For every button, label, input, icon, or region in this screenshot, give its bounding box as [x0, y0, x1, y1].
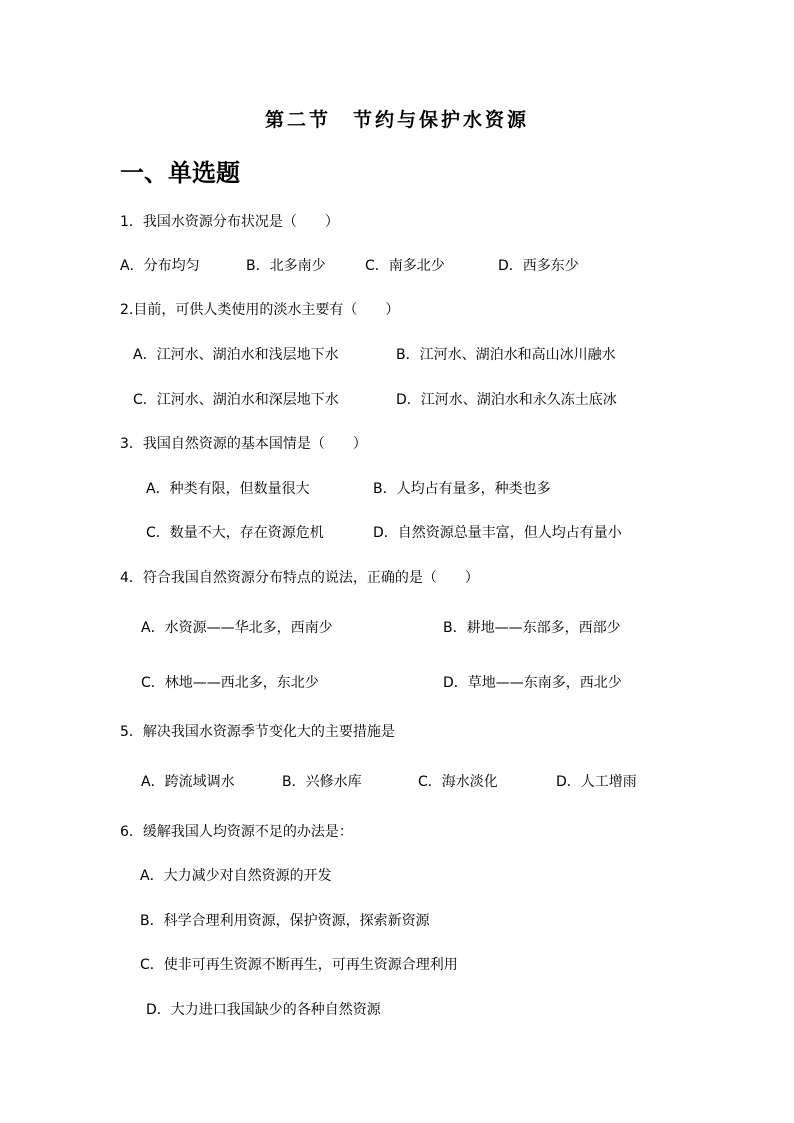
question-2-stem: 2.目前，可供人类使用的淡水主要有（ ）	[120, 302, 400, 318]
question-2-option-a: A．江河水、湖泊水和浅层地下水	[133, 347, 339, 363]
question-6-option-c: C．使非可再生资源不断再生，可再生资源合理利用	[140, 957, 458, 973]
question-6-option-b: B．科学合理利用资源，保护资源，探索新资源	[140, 913, 430, 929]
question-3-option-d: D．自然资源总量丰富，但人均占有量小	[373, 525, 622, 541]
question-5-option-d: D．人工增雨	[556, 774, 637, 790]
question-2-option-c: C．江河水、湖泊水和深层地下水	[133, 392, 339, 408]
question-4-stem: 4．符合我国自然资源分布特点的说法，正确的是（ ）	[120, 570, 479, 586]
question-4-option-d: D．草地——东南多，西北少	[443, 675, 622, 691]
question-1-option-b: B．北多南少	[246, 258, 326, 274]
question-4-option-c: C．林地——西北多，东北少	[141, 675, 319, 691]
question-3-option-b: B．人均占有量多，种类也多	[373, 481, 551, 497]
question-4-option-b: B．耕地——东部多，西部少	[443, 620, 621, 636]
question-5-stem: 5．解决我国水资源季节变化大的主要措施是	[120, 724, 395, 740]
question-1-option-c: C．南多北少	[365, 258, 445, 274]
question-1-option-a: A．分布均匀	[120, 258, 200, 274]
question-4-option-a: A．水资源——华北多，西南少	[141, 620, 333, 636]
question-3-option-c: C．数量不大，存在资源危机	[146, 525, 324, 541]
question-6-option-a: A．大力减少对自然资源的开发	[140, 868, 332, 884]
question-5-option-b: B．兴修水库	[282, 774, 362, 790]
section-heading: 一、单选题	[120, 159, 240, 187]
question-5-option-c: C．海水淡化	[418, 774, 498, 790]
question-1-stem: 1．我国水资源分布状况是（ ）	[120, 214, 339, 230]
question-6-option-d: D．大力进口我国缺少的各种自然资源	[146, 1002, 381, 1018]
document-title: 第二节 节约与保护水资源	[264, 109, 529, 131]
question-3-stem: 3．我国自然资源的基本国情是（ ）	[120, 436, 367, 452]
question-3-option-a: A．种类有限，但数量很大	[146, 481, 310, 497]
question-6-stem: 6．缓解我国人均资源不足的办法是：	[120, 824, 353, 840]
question-5-option-a: A．跨流域调水	[141, 774, 235, 790]
question-1-option-d: D．西多东少	[498, 258, 579, 274]
question-2-option-d: D．江河水、湖泊水和永久冻土底冰	[396, 392, 617, 408]
question-2-option-b: B．江河水、湖泊水和高山冰川融水	[396, 347, 616, 363]
